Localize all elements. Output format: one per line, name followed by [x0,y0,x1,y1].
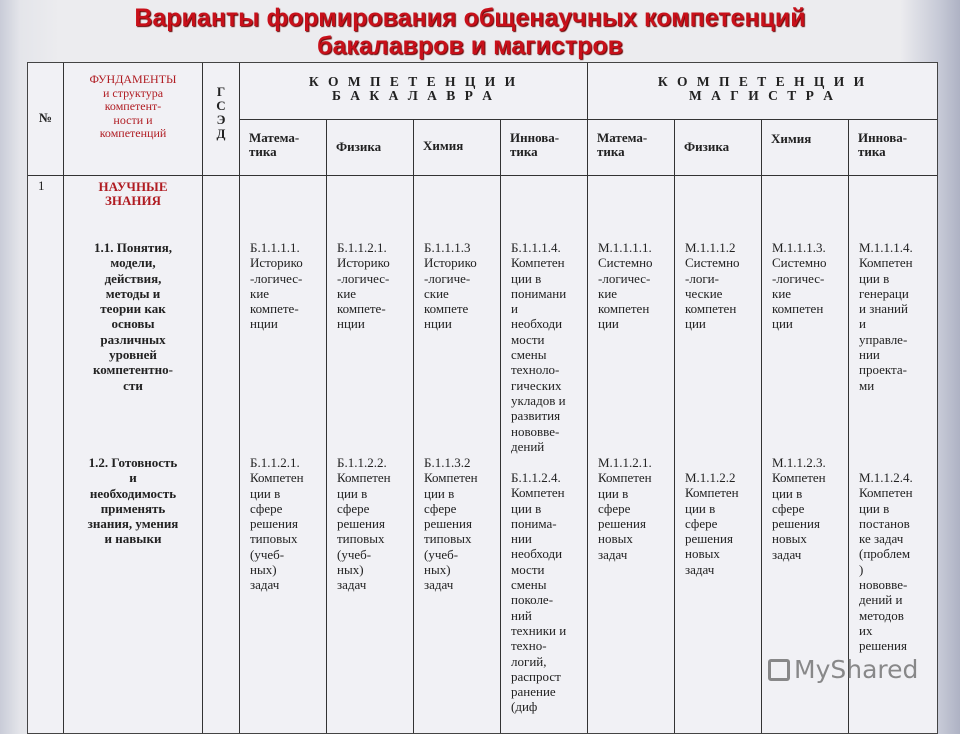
subject-header: Матема- тика [249,130,300,159]
subject-header: Иннова- тика [510,130,560,159]
header-gsed: Г С Э Д [216,84,226,141]
watermark [768,655,918,684]
cell: М.1.1.2.3. Компетен ции в сфере решения новых задач [772,455,826,562]
row-number: 1 [38,178,45,193]
row-label: 1.1. Понятия, модели, действия, методы и теории как основы различных уровней компетентно- сти [92,240,174,393]
cell: Б.1.1.1.3 Историко -логиче- ские компете нции [424,240,477,332]
cell: М.1.1.1.1. Системно -логичес- кие компетен ции [598,240,653,332]
subject-header: Физика [336,139,382,154]
header-bachelor: К О М П Е Т Е Н Ц И И Б А К А Л А В Р А [308,74,519,103]
watermark-text: MyShared [794,655,919,684]
cell: Б.1.1.1.4. Компетен ции в понимани и необходи мости смены техноло- гических укладов и развития нововве- дений [511,240,567,454]
cell: Б.1.1.2.2. Компетен ции в сфере решения типовых (учеб- ных) задач [337,455,391,593]
cell: М.1.1.2.2 Компетен ции в сфере решения новых задач [685,470,739,577]
row-label: 1.2. Готовность и необходимость применять знания, умения и навыки [87,455,179,547]
presentation-icon [768,659,790,681]
header-foundations: ФУНДАМЕНТЫ и структура компетент- ности и компетенций [89,72,177,140]
cell: Б.1.1.1.1. Историко -логичес- кие компете- нции [250,240,303,332]
section-label: НАУЧНЫЕ ЗНАНИЯ [98,179,168,208]
subject-header: Матема- тика [597,130,648,159]
competence-table [27,62,938,734]
subject-header: Физика [684,139,730,154]
header-num: № [38,110,53,125]
slide-title: Варианты формирования общенаучных компетенций бакалавров и магистров [134,4,806,60]
cell: М.1.1.1.2 Системно -логи- ческие компетен ции [685,240,740,332]
cell: Б.1.1.2.1. Компетен ции в сфере решения типовых (учеб- ных) задач [250,455,304,593]
subject-header: Химия [423,138,464,153]
cell: М.1.1.1.3. Системно -логичес- кие компетен ции [772,240,827,332]
cell: М.1.1.1.4. Компетен ции в генераци и знаний и управле- нии проекта- ми [859,240,913,393]
header-master: К О М П Е Т Е Н Ц И И М А Г И С Т Р А [657,74,868,103]
cell: М.1.1.2.4. Компетен ции в постанов ке задач (проблем ) нововве- дений и методов их решения [859,470,913,654]
subject-header: Химия [771,131,812,146]
cell: Б.1.1.3.2 Компетен ции в сфере решения типовых (учеб- ных) задач [424,455,478,593]
cell: М.1.1.2.1. Компетен ции в сфере решения новых задач [598,455,652,562]
cell: Б.1.1.2.1. Историко -логичес- кие компете- нции [337,240,390,332]
subject-header: Иннова- тика [858,130,908,159]
cell: Б.1.1.2.4. Компетен ции в понима- нии необходи мости смены поколе- ний техники и техно- логий, распрост ранение (диф [511,470,567,715]
